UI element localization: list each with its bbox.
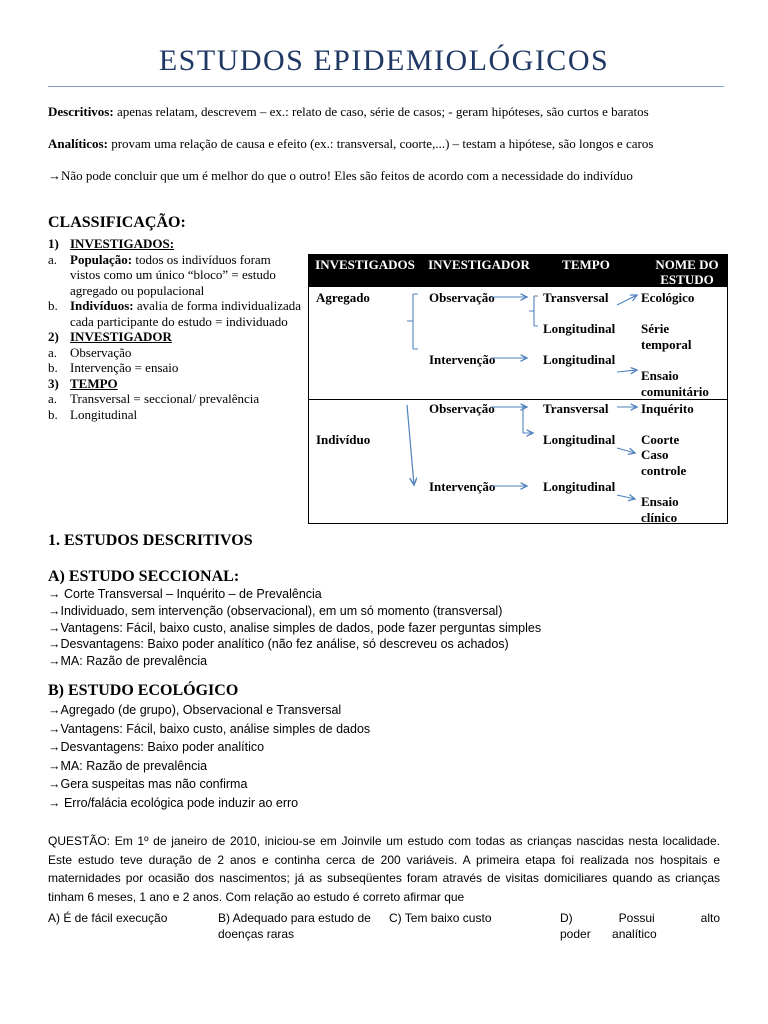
brace-agregado-observacao [529, 296, 538, 326]
header-investigador: INVESTIGADOR [428, 257, 530, 272]
list-item: b. Indivíduos: avalia de forma individualizada cada participante do estudo = individuado [48, 298, 302, 329]
cell-intervencao-agregado: Intervenção [429, 352, 496, 367]
brace-agregado [407, 294, 418, 349]
list-item: 2) INVESTIGADOR [48, 329, 172, 344]
cell-agregado: Agregado [316, 290, 370, 305]
cell-individuo: Indivíduo [316, 432, 371, 447]
section-b-list [48, 701, 370, 812]
intro-analiticos [48, 136, 722, 152]
cell-intervencao-individuo: Intervenção [429, 479, 496, 494]
list-item: b. Intervenção = ensaio [48, 360, 179, 375]
list-item: →Vantagens: Fácil, baixo custo, análise simples de dados [48, 721, 371, 736]
list-item: →MA: Razão de prevalência [48, 758, 208, 773]
table-arrows [309, 255, 729, 525]
option-a: A) É de fácil execução [48, 911, 168, 925]
classification-table [308, 254, 728, 524]
cell-longitudinal-individuo-obs: Longitudinal [543, 432, 616, 447]
arrow-icon [617, 295, 637, 305]
intro-note: →Não pode concluir que um é melhor do que o outro! Eles são feitos de acordo com a necessidade do indivíduo [48, 168, 633, 183]
cell-caso-controle: Caso controle [641, 447, 687, 478]
cell-transversal-agregado: Transversal [543, 290, 609, 305]
cell-serie-temporal: Série temporal [641, 321, 692, 352]
cell-transversal-individuo: Transversal [543, 401, 609, 416]
cell-longitudinal-agregado-int: Longitudinal [543, 352, 616, 367]
cell-ensaio-comunitario: Ensaio comunitário [641, 368, 709, 399]
list-item: → Corte Transversal – Inquérito – de Prevalência [48, 587, 322, 601]
cell-longitudinal-agregado-obs: Longitudinal [543, 321, 616, 336]
list-item: →MA: Razão de prevalência [48, 654, 208, 669]
list-item: →Individuado, sem intervenção (observacional), em um só momento (transversal) [48, 603, 503, 618]
section-b-heading: B) ESTUDO ECOLÓGICO [48, 682, 239, 699]
arrow-icon [617, 370, 637, 372]
section-a-heading: A) ESTUDO SECCIONAL: [48, 568, 240, 585]
section-1-heading: 1. ESTUDOS DESCRITIVOS [48, 532, 253, 549]
arrow-icon [617, 495, 635, 499]
cell-ensaio-clinico: Ensaio clínico [641, 494, 679, 525]
page-title: ESTUDOS EPIDEMIOLÓGICOS [158, 44, 610, 77]
question-text: QUESTÃO: Em 1º de janeiro de 2010, iniciou-se em Joinvile um estudo com todas as crianças nascidas nesta localidade. Este estudo teve duração de 2 anos e continha cerca de 200 variáveis. A primeira etapa foi realizada nos hospitais e maternidades por ocasião dos nascimentos; já as subseqüentes foram através de visitas domiciliares quando as crianças tinham 6 meses, 1 ano e 2 anos. Com relação ao estudo é correto afirmar que [48, 834, 720, 904]
cell-observacao-individuo: Observação [429, 401, 495, 416]
cell-observacao-agregado: Observação [429, 290, 495, 305]
list-item: → Erro/falácia ecológica pode induzir ao erro [48, 795, 299, 810]
classificacao-list [48, 236, 304, 422]
cell-coorte: Coorte [641, 432, 680, 447]
option-d: D) Possui alto poder analítico [560, 911, 720, 941]
option-b: B) Adequado para estudo de doenças raras [218, 911, 371, 941]
cell-inquerito: Inquérito [641, 401, 694, 416]
list-item: →Desvantagens: Baixo poder analítico [48, 740, 265, 754]
list-item: →Gera suspeitas mas não confirma [48, 777, 248, 791]
header-tempo: TEMPO [562, 257, 610, 272]
section-a-list [48, 586, 541, 670]
cell-longitudinal-individuo-int: Longitudinal [543, 479, 616, 494]
arrow-icon [617, 448, 635, 453]
classificacao-heading: CLASSIFICAÇÃO: [48, 214, 186, 231]
list-item: a. População: todos os indivíduos foram vistos como um único “bloco” = estudo agregado ou populacional [48, 251, 276, 298]
list-item: a. Observação [48, 344, 132, 360]
title-divider [48, 86, 724, 87]
list-item: a. Transversal = seccional/ prevalência [48, 391, 260, 406]
analiticos-label: Analíticos: [48, 136, 108, 151]
list-item: →Vantagens: Fácil, baixo custo, analise simples de dados, pode fazer perguntas simples [48, 620, 542, 635]
analiticos-text: provam uma relação de causa e efeito (ex.: transversal, coorte,...) – testam a hipótese, são longos e caros [107, 136, 654, 151]
descritivos-label: Descritivos: [48, 104, 114, 119]
arrow-icon [407, 405, 414, 485]
intro-descritivos [48, 104, 722, 120]
cell-ecologico: Ecológico [641, 290, 695, 305]
list-item: 3) TEMPO [48, 375, 118, 391]
list-item: 1) INVESTIGADOS: [48, 236, 175, 251]
option-c: C) Tem baixo custo [389, 911, 492, 925]
list-item: →Desvantagens: Baixo poder analítico (não fez análise, só descreveu os achados) [48, 637, 509, 652]
arrow-icon [523, 405, 533, 433]
descritivos-text: apenas relatam, descrevem – ex.: relato de caso, série de casos; - geram hipóteses, são curtos e baratos [113, 104, 649, 119]
list-item: b. Longitudinal [48, 406, 138, 422]
header-investigados: INVESTIGADOS [315, 257, 415, 272]
header-nome-do-estudo: NOME DO ESTUDO [655, 257, 719, 287]
list-item: →Agregado (de grupo), Observacional e Transversal [48, 703, 342, 717]
